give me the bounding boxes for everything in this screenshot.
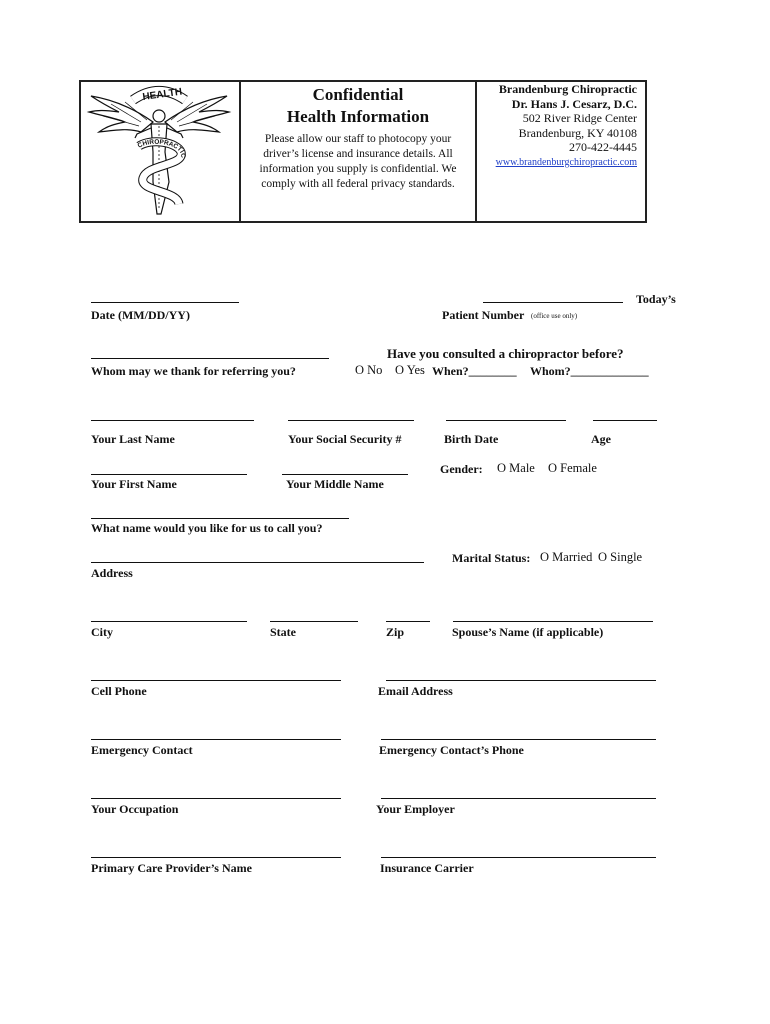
cell-phone-input-line[interactable] xyxy=(91,680,341,681)
clinic-city-state: Brandenburg, KY 40108 xyxy=(518,125,637,140)
birth-date-label: Birth Date xyxy=(444,432,499,446)
last-name-label: Your Last Name xyxy=(91,432,175,446)
marital-status-label: Marital Status: xyxy=(452,551,531,565)
svg-text:HEALTH: HEALTH xyxy=(141,86,183,103)
clinic-website-link[interactable]: www.brandenburgchiropractic.com xyxy=(495,156,637,168)
referral-input-line[interactable] xyxy=(91,358,329,359)
clinic-name: Brandenburg Chiropractic xyxy=(498,82,637,96)
logo-cell xyxy=(81,82,241,221)
first-name-label: Your First Name xyxy=(91,477,177,491)
email-input-line[interactable] xyxy=(386,680,656,681)
address-input-line[interactable] xyxy=(91,562,424,563)
nickname-label: What name would you like for us to call you? xyxy=(91,521,323,535)
first-name-input-line[interactable] xyxy=(91,474,247,475)
date-input-line[interactable] xyxy=(91,302,239,303)
ssn-label: Your Social Security # xyxy=(288,432,402,446)
last-name-input-line[interactable] xyxy=(91,420,254,421)
zip-label: Zip xyxy=(386,625,405,639)
cell-phone-label: Cell Phone xyxy=(91,684,147,698)
nickname-input-line[interactable] xyxy=(91,518,349,519)
middle-name-input-line[interactable] xyxy=(282,474,408,475)
emergency-contact-label: Emergency Contact xyxy=(91,743,193,757)
chiropractic-caduceus-logo xyxy=(81,82,237,221)
insurance-input-line[interactable] xyxy=(381,857,656,858)
city-input-line[interactable] xyxy=(91,621,247,622)
emergency-phone-label: Emergency Contact’s Phone xyxy=(379,743,524,757)
date-label: Date (MM/DD/YY) xyxy=(91,308,190,322)
spouse-label: Spouse’s Name (if applicable) xyxy=(452,625,604,639)
spouse-input-line[interactable] xyxy=(453,621,653,622)
chiro-no-radio[interactable]: O No xyxy=(355,363,383,377)
header-box xyxy=(79,80,647,223)
todays-label: Today’s xyxy=(636,292,676,306)
doctor-name: Dr. Hans J. Cesarz, D.C. xyxy=(511,96,637,111)
occupation-input-line[interactable] xyxy=(91,798,341,799)
when-field[interactable]: When?________ xyxy=(432,364,517,378)
form-title-line1: Confidential xyxy=(312,85,404,104)
middle-name-label: Your Middle Name xyxy=(286,477,384,491)
gender-female-radio[interactable]: O Female xyxy=(548,461,597,475)
marital-married-radio[interactable]: O Married xyxy=(540,550,593,564)
referral-label: Whom may we thank for referring you? xyxy=(91,364,296,378)
clinic-street: 502 River Ridge Center xyxy=(522,111,637,125)
birth-date-input-line[interactable] xyxy=(446,420,566,421)
gender-label: Gender: xyxy=(440,462,483,476)
occupation-label: Your Occupation xyxy=(91,802,179,816)
whom-field[interactable]: Whom?_____________ xyxy=(530,364,649,378)
address-label: Address xyxy=(91,566,133,580)
chiro-yes-radio[interactable]: O Yes xyxy=(395,363,425,377)
clinic-info xyxy=(477,82,645,221)
clinic-phone: 270-422-4445 xyxy=(569,140,637,154)
state-label: State xyxy=(270,625,296,639)
title-cell xyxy=(241,82,477,221)
office-use-note: (office use only) xyxy=(531,312,578,320)
privacy-note: Please allow our staff to photocopy your driver’s license and insurance details. All information you supply is confidential. We comply with all federal privacy standards. xyxy=(259,133,457,190)
state-input-line[interactable] xyxy=(270,621,358,622)
patient-number-input-line[interactable] xyxy=(483,302,623,303)
form-title-line2: Health Information xyxy=(286,107,430,126)
ssn-input-line[interactable] xyxy=(288,420,414,421)
insurance-label: Insurance Carrier xyxy=(380,861,474,875)
gender-male-radio[interactable]: O Male xyxy=(497,461,535,475)
patient-number-label: Patient Number xyxy=(442,308,525,322)
email-label: Email Address xyxy=(378,684,453,698)
emergency-contact-input-line[interactable] xyxy=(91,739,341,740)
city-label: City xyxy=(91,625,113,639)
employer-input-line[interactable] xyxy=(381,798,656,799)
employer-label: Your Employer xyxy=(376,802,455,816)
age-input-line[interactable] xyxy=(593,420,657,421)
zip-input-line[interactable] xyxy=(386,621,430,622)
pcp-label: Primary Care Provider’s Name xyxy=(91,861,252,875)
chiropractor-question: Have you consulted a chiropractor before? xyxy=(387,346,624,361)
svg-text:CHIROPRACTIC: CHIROPRACTIC xyxy=(136,138,187,159)
marital-single-radio[interactable]: O Single xyxy=(598,550,643,564)
emergency-phone-input-line[interactable] xyxy=(381,739,656,740)
pcp-input-line[interactable] xyxy=(91,857,341,858)
age-label: Age xyxy=(591,432,611,446)
